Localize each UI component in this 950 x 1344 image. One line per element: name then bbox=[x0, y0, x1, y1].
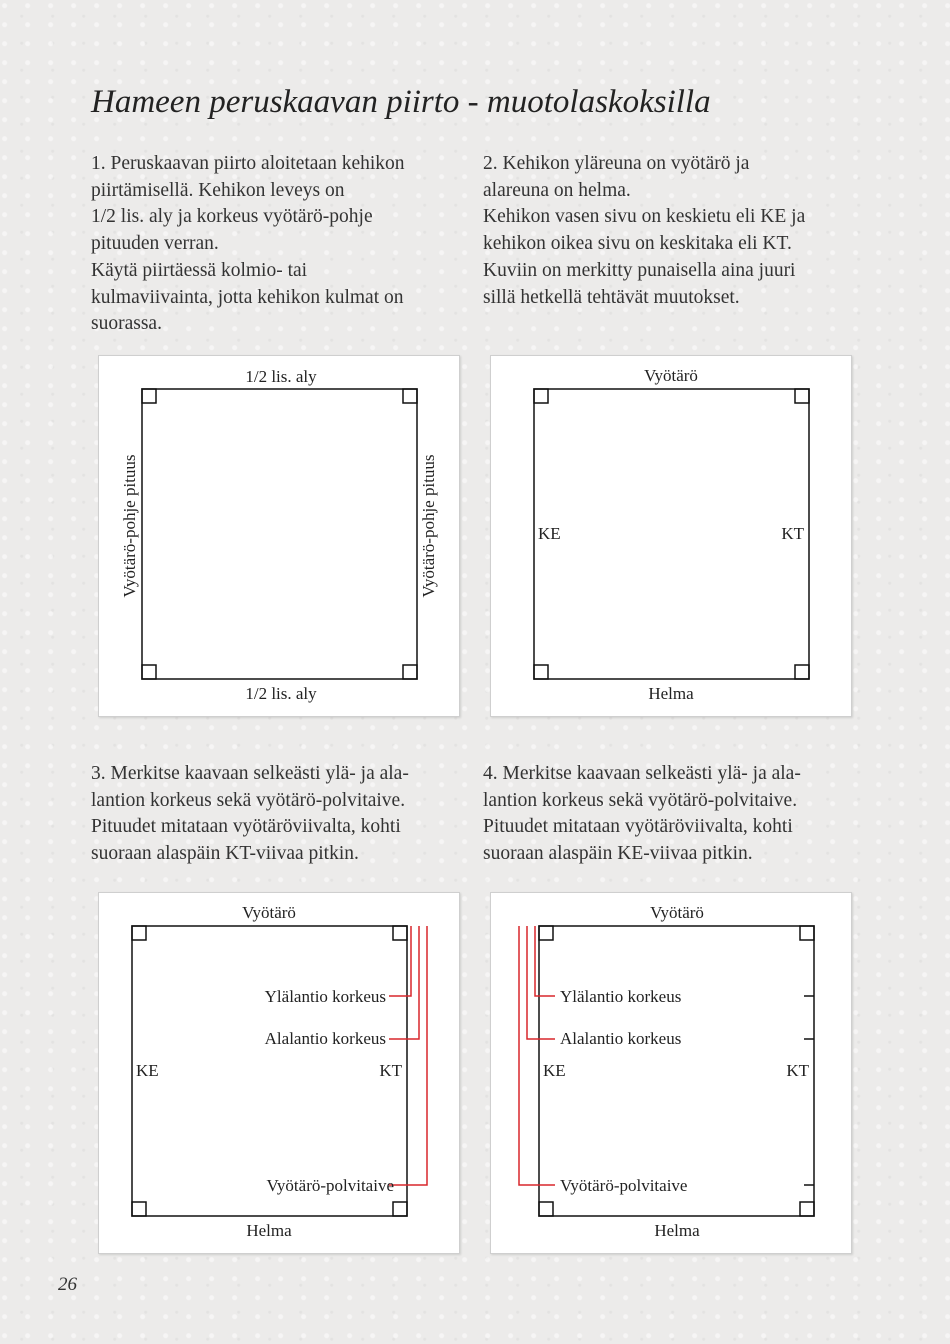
corner-mark bbox=[403, 665, 417, 679]
corner-mark bbox=[795, 389, 809, 403]
step-3-line: suoraan alaspäin KT-viivaa pitkin. bbox=[91, 843, 359, 865]
left-label: KE bbox=[543, 1061, 566, 1080]
page-number: 26 bbox=[58, 1274, 77, 1295]
step-4-line: lantion korkeus sekä vyötärö-polvitaive. bbox=[483, 789, 798, 811]
top-label: 1/2 lis. aly bbox=[245, 367, 317, 386]
left-label: Vyötärö-pohje pituus bbox=[120, 454, 139, 598]
diagram-4 bbox=[491, 893, 851, 1253]
step-4-line: Pituudet mitataan vyötäröviivalta, kohti bbox=[483, 816, 793, 838]
corner-mark bbox=[393, 1202, 407, 1216]
frame-rect bbox=[539, 926, 814, 1216]
step-3-line: 3. Merkitse kaavaan selkeästi ylä- ja ala- bbox=[91, 763, 409, 784]
step-2-line: Kehikon vasen sivu on keskietu eli KE ja bbox=[483, 206, 806, 228]
corner-mark bbox=[132, 1202, 146, 1216]
corner-mark bbox=[539, 1202, 553, 1216]
corner-mark bbox=[142, 389, 156, 403]
corner-mark bbox=[800, 926, 814, 940]
bottom-label: 1/2 lis. aly bbox=[245, 684, 317, 703]
mark-lower-hip-label: Alalantio korkeus bbox=[560, 1029, 682, 1048]
step-4-line: 4. Merkitse kaavaan selkeästi ylä- ja ala- bbox=[483, 763, 801, 784]
measure-line-lower-hip bbox=[527, 926, 555, 1039]
right-label: KT bbox=[379, 1061, 402, 1080]
step-1-line: 1/2 lis. aly ja korkeus vyötärö-pohje bbox=[91, 206, 373, 228]
bottom-label: Helma bbox=[246, 1221, 292, 1240]
step-4-text bbox=[483, 761, 801, 868]
measurement-lines bbox=[519, 926, 555, 1185]
step-2-line: alareuna on helma. bbox=[483, 179, 631, 201]
step-2-line: sillä hetkellä tehtävät muutokset. bbox=[483, 286, 740, 308]
step-3-line: lantion korkeus sekä vyötärö-polvitaive. bbox=[91, 789, 406, 811]
page-title: Hameen peruskaavan piirto - muotolaskoksilla bbox=[91, 84, 711, 120]
diagram-4-panel bbox=[490, 892, 852, 1254]
frame-rect bbox=[534, 389, 809, 679]
top-label: Vyötärö bbox=[650, 903, 704, 922]
kt-tick-marks bbox=[804, 996, 814, 1185]
step-2-text bbox=[483, 151, 805, 311]
corner-mark bbox=[795, 665, 809, 679]
step-1-text bbox=[91, 151, 405, 338]
mark-upper-hip-label: Ylälantio korkeus bbox=[264, 987, 386, 1006]
step-2-line: kehikon oikea sivu on keskitaka eli KT. bbox=[483, 233, 792, 255]
diagram-2-panel bbox=[490, 355, 852, 717]
step-4-line: suoraan alaspäin KE-viivaa pitkin. bbox=[483, 843, 753, 865]
step-2-line: 2. Kehikon yläreuna on vyötärö ja bbox=[483, 153, 750, 174]
corner-mark bbox=[393, 926, 407, 940]
corner-mark bbox=[132, 926, 146, 940]
measure-line-knee bbox=[389, 926, 427, 1185]
bottom-label: Helma bbox=[654, 1221, 700, 1240]
step-1-line: piirtämisellä. Kehikon leveys on bbox=[91, 179, 345, 201]
frame-rect bbox=[132, 926, 407, 1216]
step-1-line: kulmaviivainta, jotta kehikon kulmat on bbox=[91, 286, 404, 308]
step-3-text bbox=[91, 761, 409, 868]
step-3-line: Pituudet mitataan vyötäröviivalta, kohti bbox=[91, 816, 401, 838]
measurement-lines bbox=[389, 926, 427, 1185]
diagram-3-panel bbox=[98, 892, 460, 1254]
step-1-line: 1. Peruskaavan piirto aloitetaan kehikon bbox=[91, 153, 405, 174]
right-label: KT bbox=[781, 524, 804, 543]
diagram-3 bbox=[99, 893, 459, 1253]
step-1-line: Käytä piirtäessä kolmio- tai bbox=[91, 259, 308, 281]
measure-line-lower-hip bbox=[389, 926, 419, 1039]
corner-mark bbox=[534, 389, 548, 403]
measure-line-upper-hip bbox=[535, 926, 555, 996]
mark-knee-label: Vyötärö-polvitaive bbox=[560, 1176, 688, 1195]
mark-knee-label: Vyötärö-polvitaive bbox=[266, 1176, 394, 1195]
left-label: KE bbox=[136, 1061, 159, 1080]
step-2-line: Kuviin on merkitty punaisella aina juuri bbox=[483, 259, 796, 281]
step-1-line: suorassa. bbox=[91, 313, 162, 335]
top-label: Vyötärö bbox=[644, 366, 698, 385]
top-label: Vyötärö bbox=[242, 903, 296, 922]
corner-mark bbox=[534, 665, 548, 679]
mark-lower-hip-label: Alalantio korkeus bbox=[264, 1029, 386, 1048]
corner-mark bbox=[403, 389, 417, 403]
right-label: Vyötärö-pohje pituus bbox=[419, 454, 438, 598]
corner-mark bbox=[800, 1202, 814, 1216]
right-label: KT bbox=[786, 1061, 809, 1080]
step-1-line: pituuden verran. bbox=[91, 233, 219, 255]
diagram-2 bbox=[491, 356, 851, 716]
diagram-1-panel bbox=[98, 355, 460, 717]
frame-rect bbox=[142, 389, 417, 679]
bottom-label: Helma bbox=[648, 684, 694, 703]
diagram-1 bbox=[99, 356, 459, 716]
corner-mark bbox=[142, 665, 156, 679]
mark-upper-hip-label: Ylälantio korkeus bbox=[560, 987, 682, 1006]
corner-mark bbox=[539, 926, 553, 940]
left-label: KE bbox=[538, 524, 561, 543]
measure-line-knee bbox=[519, 926, 555, 1185]
